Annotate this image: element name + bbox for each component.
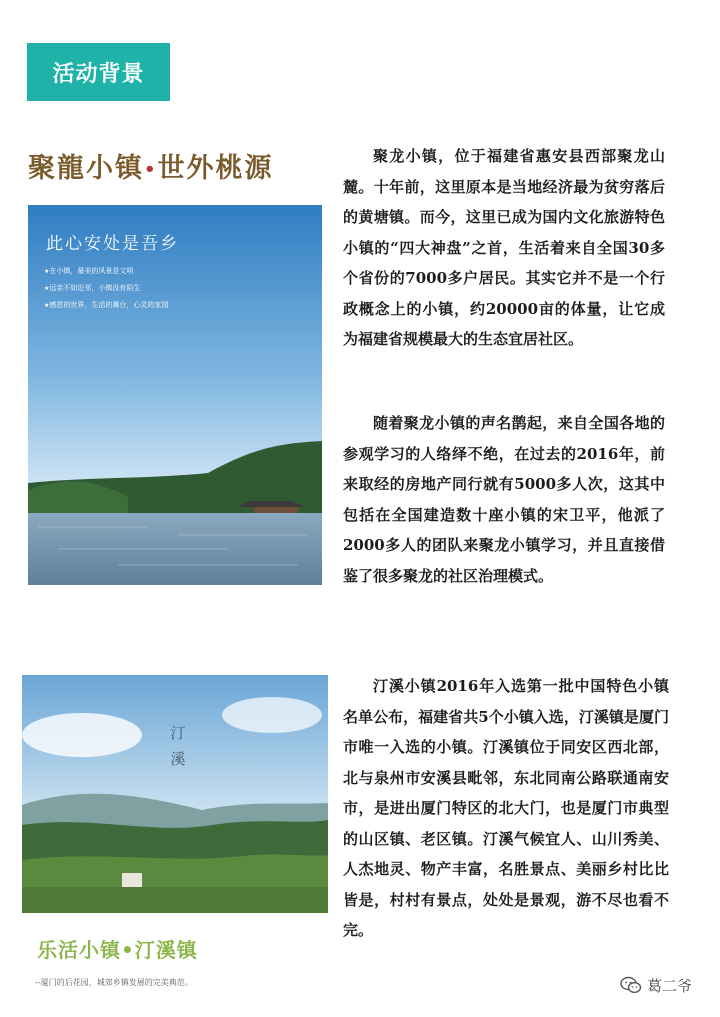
wechat-icon: [620, 976, 642, 994]
photo-caption-line: ★ 在小镇，最美的风景是文明: [44, 263, 168, 280]
photo-vertical-text: 汀溪: [170, 724, 186, 768]
juhlong-paragraph-1: 聚龙小镇，位于福建省惠安县西部聚龙山麓。十年前，这里原本是当地经济最为贫穷落后的黄塘镇。而今，这里已成为国内文化旅游特色小镇的“四大神盘”之首，生活着来自全国30多个省份的7000多户居民。其实它并不是一个行政概念上的小镇，约20000亩的体量，让它成为福建省规模最大的生态宜居社区。: [343, 147, 665, 348]
tingxi-paragraph: 汀溪小镇2016年入选第一批中国特色小镇名单公布，福建省共5个小镇入选，汀溪镇是厦门市唯一入选的小镇。汀溪镇位于同安区西北部，北与泉州市安溪县毗邻，东北同南公路联通南安市，是进出厦门特区的北大门，也是厦门市典型的山区镇、老区镇。汀溪气候宜人、山川秀美、人杰地灵、物产丰富，名胜景点、美丽乡村比比皆是，村村有景点，处处是景观，游不尽也看不完。: [343, 677, 669, 939]
photo-caption-list: [44, 263, 168, 314]
lake-scene-image: [28, 205, 322, 585]
photo-caption-line: ★ 感恩的世界，生活的舞台，心灵的家园: [44, 297, 168, 314]
town-subtitle: --厦门的后花园，城郊乡镇发展的完美典范。: [35, 978, 193, 987]
section-header-badge: [27, 43, 170, 101]
wechat-watermark: [620, 974, 692, 996]
juhlong-lake-photo: [28, 205, 322, 585]
calligraphy-right: 世外桃源: [157, 153, 274, 184]
mountain-scene-image: [22, 675, 328, 913]
juhlong-paragraph-2: 随着聚龙小镇的声名鹊起，来自全国各地的参观学习的人络绎不绝，在过去的2016年，前来取经的房地产同行就有5000多人次，这其中包括在全国建造数十座小镇的宋卫平，他派了2000多人的团队来聚龙小镇学习，并且直接借鉴了很多聚龙的社区治理模式。: [343, 414, 665, 585]
section-title: 活动背景: [52, 61, 145, 87]
tingxi-mountain-photo: [22, 675, 328, 913]
town-title: 乐活小镇•汀溪镇: [37, 938, 198, 962]
calligraphy-title: [28, 146, 326, 186]
watermark-text: 葛二爷: [647, 976, 693, 995]
photo-caption-title: 此心安处是吾乡: [46, 234, 179, 254]
calligraphy-dot: •: [144, 159, 158, 180]
photo-caption-line: ★ 远亲不如近邻，小镇没有陌生: [44, 280, 168, 297]
calligraphy-left: 聚龍小镇: [28, 153, 144, 184]
